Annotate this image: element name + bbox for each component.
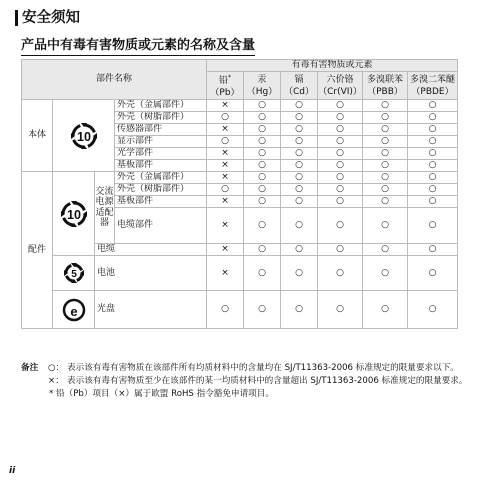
svg-text:10: 10 bbox=[66, 207, 81, 222]
content-mark: ○ bbox=[408, 136, 458, 148]
content-mark: ○ bbox=[207, 112, 244, 124]
substance-symbol: （Pb） bbox=[210, 88, 240, 98]
content-mark: ○ bbox=[363, 100, 408, 112]
content-mark: ○ bbox=[363, 112, 408, 124]
content-mark: × bbox=[207, 160, 244, 172]
content-mark: ○ bbox=[318, 256, 363, 291]
circle-symbol: ○： bbox=[48, 363, 65, 373]
group-label-body: 本体 bbox=[22, 100, 53, 172]
part-name: 电缆部件 bbox=[115, 208, 207, 244]
substance-symbol: （Hg） bbox=[246, 86, 278, 97]
svg-text:5: 5 bbox=[70, 269, 77, 281]
content-mark: ○ bbox=[318, 184, 363, 196]
substance-header bbox=[363, 72, 408, 100]
content-mark: ○ bbox=[318, 244, 363, 256]
content-mark: ○ bbox=[281, 160, 318, 172]
content-mark: × bbox=[207, 244, 244, 256]
part-name: 基板部件 bbox=[115, 160, 207, 172]
table-row bbox=[22, 100, 458, 112]
content-mark: ○ bbox=[408, 256, 458, 291]
substance-name: 镉 bbox=[294, 74, 304, 85]
content-mark: ○ bbox=[244, 208, 281, 244]
content-mark: ○ bbox=[363, 196, 408, 208]
content-mark: ○ bbox=[281, 256, 318, 291]
part-name: 光盘 bbox=[95, 291, 207, 329]
svg-text:10: 10 bbox=[76, 129, 91, 144]
content-mark: ○ bbox=[281, 136, 318, 148]
content-mark: ○ bbox=[363, 208, 408, 244]
substance-symbol: （PBDE） bbox=[411, 86, 454, 97]
content-mark: ○ bbox=[363, 256, 408, 291]
part-name: 电池 bbox=[95, 256, 207, 291]
content-mark: × bbox=[207, 100, 244, 112]
content-mark: ○ bbox=[281, 184, 318, 196]
content-mark: ○ bbox=[244, 291, 281, 329]
content-mark: ○ bbox=[408, 196, 458, 208]
content-mark: ○ bbox=[408, 184, 458, 196]
substance-header bbox=[281, 72, 318, 100]
content-mark: ○ bbox=[281, 148, 318, 160]
content-mark: ○ bbox=[318, 136, 363, 148]
content-mark: ○ bbox=[408, 124, 458, 136]
part-name: 显示部件 bbox=[115, 136, 207, 148]
circle-text: 表示该有毒有害物质在该部件所有均质材料中的含量均在 SJ/T11363-2006 标准规定的限量要求以下。 bbox=[67, 363, 459, 373]
content-mark: ○ bbox=[363, 148, 408, 160]
epup-10-icon bbox=[53, 100, 115, 172]
substance-header bbox=[207, 72, 244, 100]
section-title: 安全须知 bbox=[15, 10, 80, 26]
note-footnote bbox=[21, 388, 471, 401]
cross-symbol: ×： bbox=[48, 376, 64, 386]
content-mark: × bbox=[207, 148, 244, 160]
content-mark: ○ bbox=[244, 100, 281, 112]
disc-e-icon bbox=[53, 291, 95, 329]
part-name: 外壳（树脂部件） bbox=[115, 184, 207, 196]
cross-text: 表示该有毒有害物质至少在该部件的某一均质材料中的含量超出 SJ/T11363-2006 标准规定的限量要求。 bbox=[67, 376, 468, 386]
part-name: 外壳（金属部件） bbox=[115, 172, 207, 184]
content-mark: ○ bbox=[408, 112, 458, 124]
notes-label: 备注 bbox=[21, 363, 39, 373]
content-mark: ○ bbox=[244, 148, 281, 160]
content-mark: ○ bbox=[244, 196, 281, 208]
content-mark: ○ bbox=[281, 112, 318, 124]
substance-name: 六价铬 bbox=[326, 74, 354, 85]
hazardous-substances-table bbox=[21, 59, 458, 329]
svg-text:e: e bbox=[69, 303, 78, 319]
content-mark: ○ bbox=[244, 136, 281, 148]
content-mark: ○ bbox=[318, 172, 363, 184]
content-mark: ○ bbox=[318, 148, 363, 160]
content-mark: ○ bbox=[318, 208, 363, 244]
epup-5-icon bbox=[53, 256, 95, 291]
content-mark: ○ bbox=[363, 184, 408, 196]
content-mark: ○ bbox=[363, 124, 408, 136]
notes bbox=[21, 362, 471, 401]
content-mark: × bbox=[207, 124, 244, 136]
substance-name: 汞 bbox=[257, 74, 267, 85]
content-mark: × bbox=[207, 196, 244, 208]
content-mark: ○ bbox=[244, 172, 281, 184]
content-mark: ○ bbox=[281, 291, 318, 329]
content-mark: ○ bbox=[408, 160, 458, 172]
content-mark: × bbox=[207, 172, 244, 184]
content-mark: × bbox=[207, 208, 244, 244]
content-mark: ○ bbox=[281, 124, 318, 136]
substance-symbol: （Cr(VI)） bbox=[318, 86, 362, 97]
content-mark: ○ bbox=[281, 172, 318, 184]
page-number: ii bbox=[9, 466, 16, 476]
content-mark: ○ bbox=[318, 160, 363, 172]
content-mark: ○ bbox=[207, 291, 244, 329]
part-name: 电缆 bbox=[95, 244, 207, 256]
part-name-header: 部件名称 bbox=[22, 60, 207, 100]
content-mark: ○ bbox=[244, 256, 281, 291]
part-name: 外壳（金属部件） bbox=[115, 100, 207, 112]
substance-footnote-mark: * bbox=[228, 74, 231, 81]
note-cross bbox=[21, 375, 471, 388]
part-name: 外壳（树脂部件） bbox=[115, 112, 207, 124]
content-mark: ○ bbox=[318, 112, 363, 124]
content-mark: ○ bbox=[363, 160, 408, 172]
group-label-accessory: 配件 bbox=[22, 172, 53, 329]
substance-header bbox=[318, 72, 363, 100]
content-mark: ○ bbox=[363, 136, 408, 148]
content-mark: ○ bbox=[318, 100, 363, 112]
substance-symbol: （Cd） bbox=[284, 86, 314, 97]
substance-header bbox=[408, 72, 458, 100]
substance-name: 多溴联苯 bbox=[366, 74, 403, 85]
content-mark: ○ bbox=[244, 184, 281, 196]
content-mark: ○ bbox=[318, 196, 363, 208]
footnote-text: * 铅（Pb）项目（×）属于欧盟 RoHS 指令豁免申请项目。 bbox=[49, 389, 274, 399]
content-mark: ○ bbox=[281, 196, 318, 208]
content-mark: ○ bbox=[318, 291, 363, 329]
substance-name: 多溴二苯醚 bbox=[409, 74, 455, 85]
content-mark: ○ bbox=[207, 136, 244, 148]
content-mark: ○ bbox=[363, 291, 408, 329]
part-name: 传感器部件 bbox=[115, 124, 207, 136]
content-mark: ○ bbox=[363, 244, 408, 256]
content-mark: ○ bbox=[363, 172, 408, 184]
table-row bbox=[22, 291, 458, 329]
content-mark: ○ bbox=[318, 124, 363, 136]
substance-name: 铅 bbox=[218, 76, 228, 86]
hazard-header: 有毒有害物质或元素 bbox=[207, 60, 458, 72]
content-mark: ○ bbox=[281, 244, 318, 256]
content-mark: ○ bbox=[244, 124, 281, 136]
content-mark: ○ bbox=[244, 244, 281, 256]
table-row bbox=[22, 172, 458, 184]
content-mark: ○ bbox=[408, 208, 458, 244]
substance-symbol: （PBB） bbox=[367, 86, 403, 97]
content-mark: ○ bbox=[244, 160, 281, 172]
content-mark: ○ bbox=[207, 184, 244, 196]
note-circle bbox=[21, 362, 471, 375]
substance-header bbox=[244, 72, 281, 100]
epup-10-icon bbox=[53, 172, 95, 256]
content-mark: ○ bbox=[408, 100, 458, 112]
table-row bbox=[22, 256, 458, 291]
part-name: 基板部件 bbox=[115, 196, 207, 208]
part-name: 光学部件 bbox=[115, 148, 207, 160]
content-mark: ○ bbox=[408, 291, 458, 329]
ac-adapter-label: 交流电源适配器 bbox=[95, 172, 115, 244]
content-mark: ○ bbox=[244, 112, 281, 124]
content-mark: × bbox=[207, 256, 244, 291]
content-mark: ○ bbox=[408, 172, 458, 184]
content-mark: ○ bbox=[281, 208, 318, 244]
table-title: 产品中有毒有害物质或元素的名称及含量 bbox=[21, 38, 255, 56]
content-mark: ○ bbox=[408, 148, 458, 160]
content-mark: ○ bbox=[281, 100, 318, 112]
content-mark: ○ bbox=[408, 244, 458, 256]
